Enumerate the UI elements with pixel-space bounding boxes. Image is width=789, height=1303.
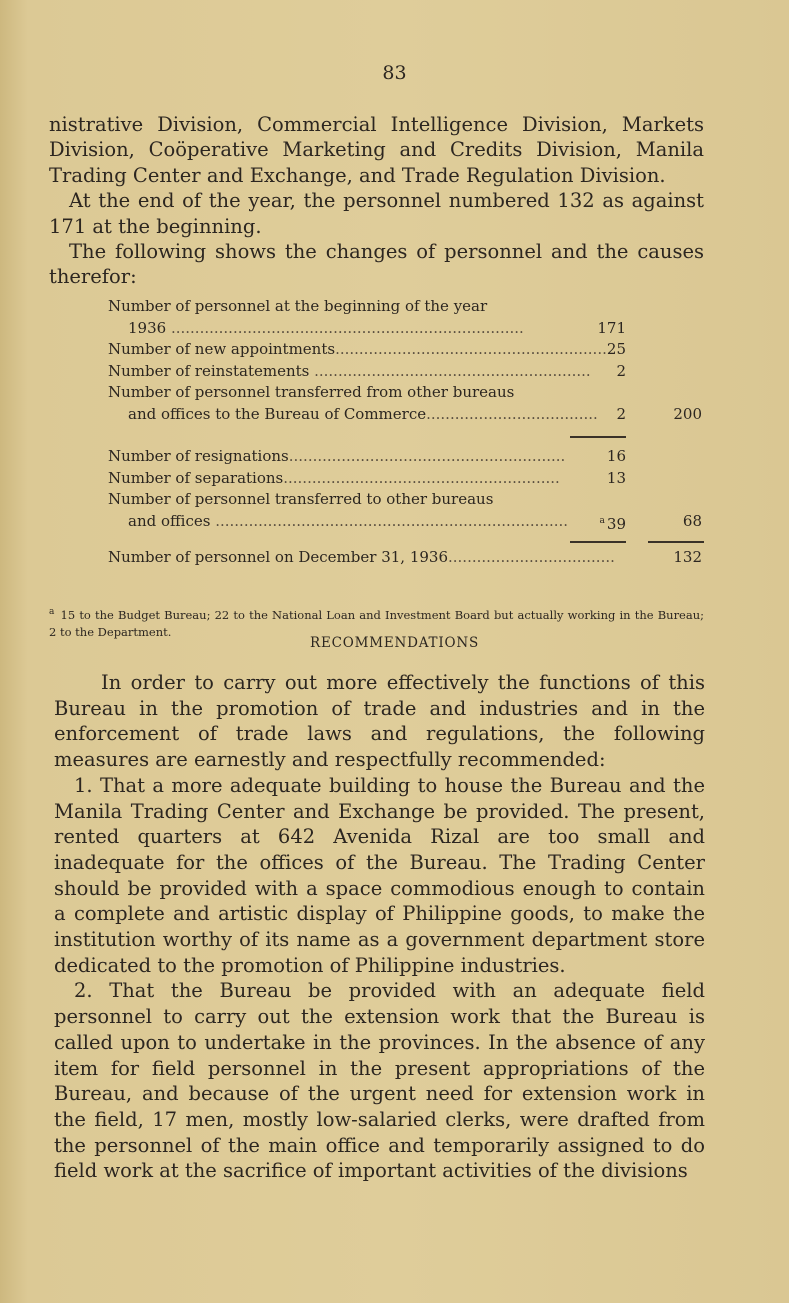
footnote-marker: a (49, 607, 55, 617)
ledger-row (108, 404, 708, 426)
page-number: 83 (382, 62, 407, 84)
ledger-row (108, 468, 708, 490)
ledger-total: 200 (673, 404, 702, 423)
sum-rule (570, 541, 626, 543)
ledger-row (108, 511, 708, 533)
ledger-row (108, 318, 708, 340)
ledger-row (108, 361, 708, 383)
ledger-label: Number of new appointments.......................................................... (108, 340, 612, 358)
ledger-label: Number of personnel transferred to other bureaus (108, 490, 494, 508)
ledger-row (108, 547, 708, 569)
ledger-value: 13 (606, 468, 626, 487)
ledger-label: Number of personnel on December 31, 1936................................... (108, 548, 615, 566)
ledger-row (108, 382, 708, 404)
intro-text (49, 112, 704, 290)
ledger-value: 25 (606, 340, 626, 358)
ledger-label: Number of separations.......................................................... (108, 468, 560, 487)
ledger-label: Number of reinstatements .......................................................... (108, 361, 591, 380)
ledger-label: 1936 .......................................................................... (128, 318, 524, 337)
ledger-label: Number of resignations.......................................................... (108, 447, 566, 465)
sum-rule (648, 541, 704, 543)
recommendation-item: 1. That a more adequate building to house the Bureau and the Manila Trading Center and Exchange be provided. The present, rented quarters at 642 Avenida Rizal are too small and inadequate for the offices of the Bureau. The Trading Center should be provided with a space commodious enough to contain a complete and artistic display of Philippine goods, to make the institution worthy of its name as a government department store dedicated to the promotion of Philippine industries. (54, 773, 705, 977)
intro-paragraph-1: nistrative Division, Commercial Intelligence Division, Markets Division, Coöperative Marketing and Credits Division, Manila Trading Center and Exchange, and Trade Regulation Division. (49, 113, 704, 187)
ledger-row (108, 296, 708, 318)
ledger-label: and offices to the Bureau of Commerce.................................... (128, 404, 598, 423)
section-heading: RECOMMENDATIONS (309, 635, 480, 651)
ledger-total: 132 (673, 548, 702, 566)
personnel-ledger (108, 296, 708, 569)
ledger-total: 68 (682, 511, 702, 530)
ledger-row (108, 446, 708, 468)
footnote-marker: a (599, 515, 605, 526)
ledger-value: $^a$ 39 (599, 514, 626, 533)
ledger-value: 16 (606, 447, 626, 465)
intro-paragraph-3: The following shows the changes of personnel and the causes therefor: (49, 240, 704, 289)
recommendation-item: 2. That the Bureau be provided with an adequate field personnel to carry out the extension work that the Bureau is called upon to undertake in the provinces. In the absence of any item for field personnel in the present appropriations of the Bureau, and because of the urgent need for extension work in the field, 17 men, mostly low-salaried clerks, were drafted from the personnel of the main office and temporarily assigned to do field work at the sacrifice of important activities of the divisions (54, 979, 705, 1183)
intro-paragraph-2: At the end of the year, the personnel numbered 132 as against 171 at the beginning. (49, 189, 704, 238)
ledger-spacer (108, 532, 708, 547)
ledger-label: and offices .......................................................................... (128, 511, 569, 530)
ledger-label: Number of personnel at the beginning of the year (108, 297, 488, 315)
footnote-text: 15 to the Budget Bureau; 22 to the National Loan and Investment Board but actually working in the Bureau; 2 to the Department. (49, 607, 705, 639)
ledger-value: 2 (616, 404, 626, 423)
recommendations-intro: In order to carry out more effectively the functions of this Bureau in the promotion of trade and industries and in the enforcement of trade laws and regulations, the following measures are earnestly and respectfully recommended: (54, 671, 705, 772)
ledger-row (108, 489, 708, 511)
ledger-value: 171 (597, 318, 626, 337)
ledger-value: 2 (616, 361, 626, 380)
ledger-row (108, 339, 708, 361)
sum-rule (570, 436, 626, 438)
recommendations-text (54, 670, 705, 1184)
ledger-label: Number of personnel transferred from other bureaus (108, 383, 515, 401)
